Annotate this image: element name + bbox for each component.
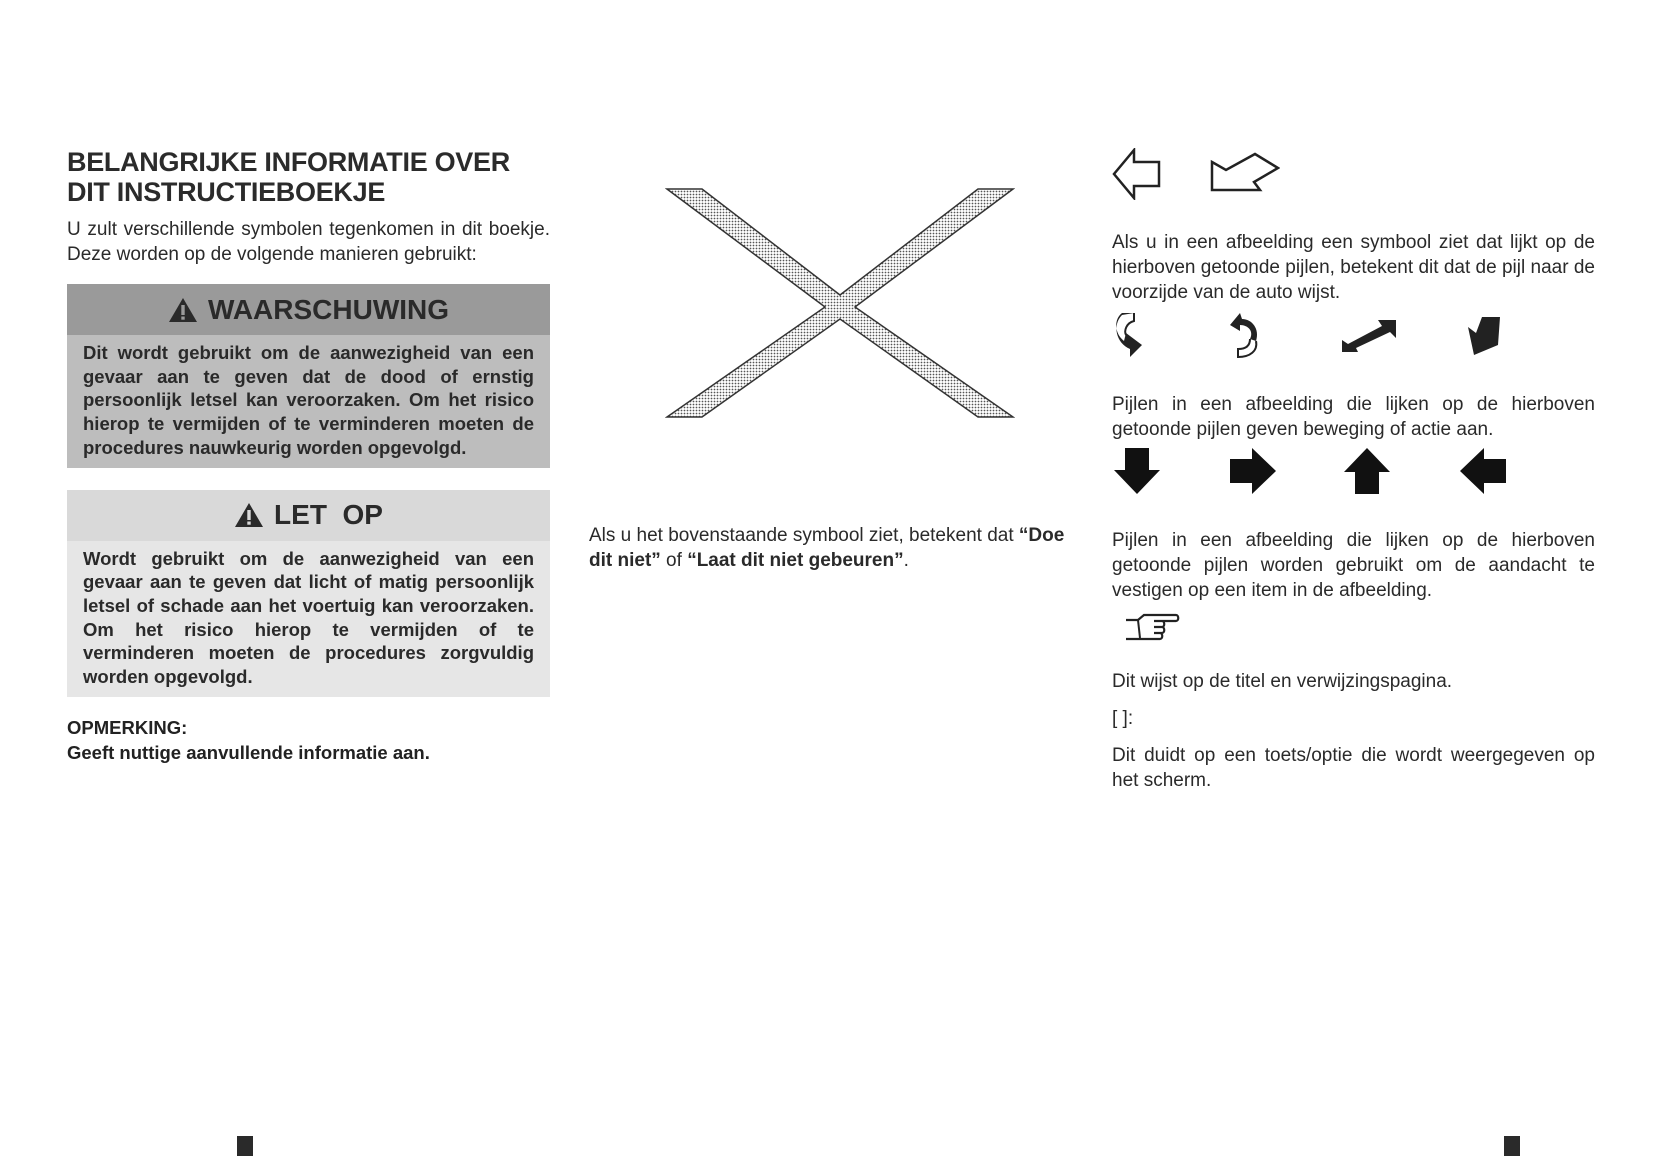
do-not-bold-1: “Doe dit niet” — [589, 525, 1065, 571]
bracket-label: [ ]: — [1112, 708, 1134, 729]
left-column — [67, 147, 550, 765]
title-line-1: BELANGRIJKE INFORMATIE OVER — [67, 147, 510, 177]
page-title — [67, 147, 550, 207]
intro-text: U zult verschillende symbolen tegenkomen in dit boekje. Deze worden op de volgende manieren gebruikt: — [67, 219, 550, 265]
curved-arrow-down-icon — [1112, 311, 1148, 359]
caution-title: LET OP — [274, 499, 383, 531]
curved-arrow-up-icon — [1228, 311, 1264, 359]
do-not-text-end: . — [903, 550, 909, 571]
do-not-text — [589, 523, 1079, 573]
warning-triangle-icon — [168, 297, 198, 323]
caution-text: Wordt gebruikt om de aanwezigheid van een gevaar aan te geven dat licht of matig persoonlijk letsel of schade aan het voertuig kan veroorzaken. Om het risico hierop te vermijden of te verminderen moeten de procedures zorgvuldig worden opgevolgd. — [67, 541, 550, 697]
do-not-bold-2: “Laat dit niet gebeuren” — [687, 550, 904, 571]
bracket-text: Dit duidt op een toets/optie die wordt weergegeven op het scherm. — [1112, 745, 1595, 791]
front-arrow-outline-icon — [1112, 148, 1162, 200]
caution-triangle-icon — [234, 502, 264, 528]
do-not-text-mid: of — [660, 550, 688, 571]
arrow-up-icon — [1342, 446, 1392, 496]
front-arrows-text: Als u in een afbeelding een symbool ziet dat lijkt op de hierboven getoonde pijlen, betekent dit dat de pijl naar de voorzijde van de auto wijst. — [1112, 232, 1595, 303]
pointing-hand-icon — [1124, 612, 1180, 644]
title-line-2: DIT INSTRUCTIEBOEKJE — [67, 177, 386, 207]
note-text: Geeft nuttige aanvullende informatie aan. — [67, 741, 430, 763]
diagonal-arrow-down-icon — [1468, 315, 1502, 357]
page-edge-mark-left — [237, 1136, 253, 1156]
arrow-down-icon — [1112, 446, 1162, 496]
arrow-right-icon — [1228, 446, 1278, 496]
double-diagonal-arrow-icon — [1340, 318, 1398, 352]
warning-box — [67, 284, 550, 468]
warning-text: Dit wordt gebruikt om de aanwezigheid van een gevaar aan te geven dat de dood of ernstig persoonlijk letsel kan veroorzaken. Om het risico hierop te vermijden of te verminderen moeten de procedures nauwkeurig worden opgevolgd. — [67, 335, 550, 468]
motion-arrows-text: Pijlen in een afbeelding die lijken op de hierboven getoonde pijlen geven beweging of actie aan. — [1112, 394, 1595, 440]
attention-arrows-text: Pijlen in een afbeelding die lijken op de hierboven getoonde pijlen worden gebruikt om de aandacht te vestigen op een item in de afbeelding. — [1112, 530, 1595, 601]
caution-box — [67, 490, 550, 697]
caution-header — [67, 490, 550, 541]
do-not-text-pre: Als u het bovenstaande symbool ziet, betekent dat — [589, 525, 1019, 546]
note — [67, 715, 550, 765]
reference-text: Dit wijst op de titel en verwijzingspagina. — [1112, 671, 1453, 692]
front-arrow-angled-outline-icon — [1210, 152, 1280, 194]
note-label: OPMERKING: — [67, 716, 188, 738]
warning-title: WAARSCHUWING — [207, 293, 450, 325]
warning-header — [67, 284, 550, 335]
do-not-cross-icon — [665, 187, 1015, 419]
page-edge-mark-right — [1504, 1136, 1520, 1156]
arrow-left-icon — [1458, 446, 1508, 496]
